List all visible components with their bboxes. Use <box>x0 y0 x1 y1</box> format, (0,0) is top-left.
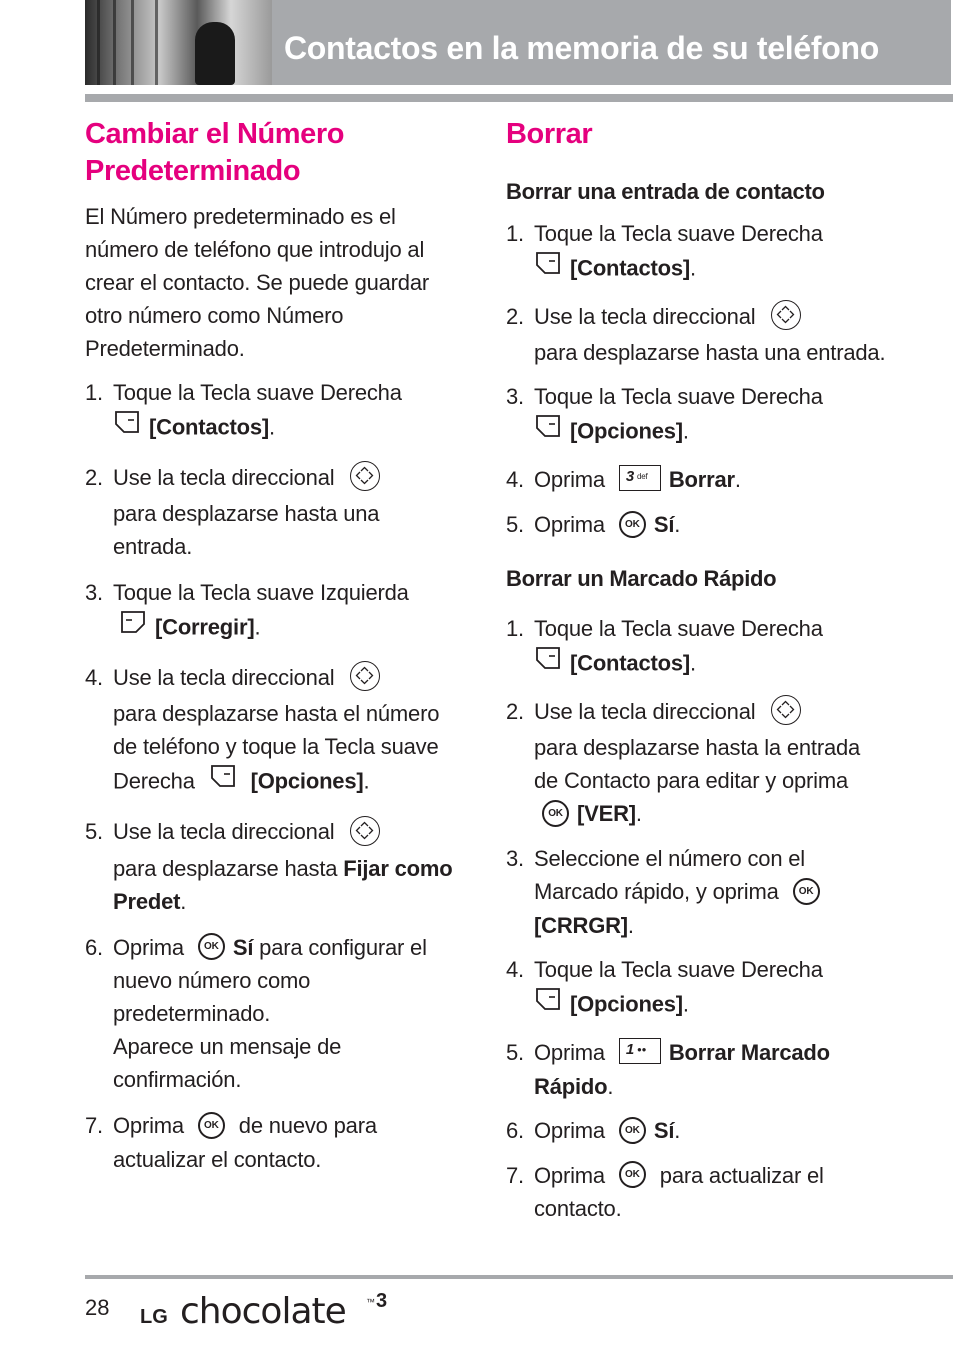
svg-text:chocolate: chocolate <box>180 1291 346 1331</box>
ok-key-icon: OK <box>793 878 820 905</box>
ok-key-icon: OK <box>198 933 225 960</box>
step-item: 6. Oprima OK Sí. <box>506 1117 681 1143</box>
right-softkey-icon <box>534 250 562 285</box>
step-item: 4. Use la tecla direccional para desplazarse hasta el número de teléfono y toque la Tecla suave Derecha [Opciones]. <box>85 661 455 802</box>
steps-list-borrar-marcado <box>506 612 886 1225</box>
step-item: 1. Toque la Tecla suave Derecha [Contactos]. <box>85 376 455 448</box>
ok-key-icon: OK <box>619 511 646 538</box>
key-1-voicemail-icon: 1 ●● <box>619 1038 661 1064</box>
right-column <box>506 116 886 1236</box>
left-softkey-icon <box>119 609 147 644</box>
section-heading-cambiar: Cambiar el Número Predeterminado <box>85 118 345 187</box>
step-item: 1. Toque la Tecla suave Derecha [Contactos]. <box>506 612 886 684</box>
step-item: 4. Toque la Tecla suave Derecha [Opciones]. <box>506 953 886 1025</box>
step-item: 2. Use la tecla direccional para desplazarse hasta una entrada. <box>506 300 886 369</box>
section-heading-borrar: Borrar <box>506 118 593 150</box>
key-3-icon: 3 def <box>619 465 661 491</box>
step-item: 6. Oprima OK Sí para configurar el nuevo número como predeterminado. Aparece un mensaje de confirmación. <box>85 934 427 1093</box>
step-item: 2. Use la tecla direccional para desplazarse hasta una entrada. <box>85 461 455 563</box>
steps-list-borrar-entrada <box>506 217 886 542</box>
step-item: 2. Use la tecla direccional para desplazarse hasta la entrada de Contacto para editar y oprima OK [VER]. <box>506 695 886 831</box>
right-softkey-icon <box>534 645 562 680</box>
step-item: 5. Oprima 1 ●● Borrar Marcado Rápido. <box>506 1039 830 1099</box>
header-photo <box>85 0 272 85</box>
right-softkey-icon <box>113 409 141 444</box>
ok-key-icon: OK <box>542 800 569 827</box>
subheading-borrar-entrada: Borrar una entrada de contacto <box>506 179 825 204</box>
step-item: 3. Seleccione el número con el Marcado rápido, y oprima OK [CRRGR]. <box>506 842 886 942</box>
footer-divider <box>85 1275 953 1279</box>
left-column <box>85 116 455 1189</box>
step-item: 3. Toque la Tecla suave Derecha [Opciones]. <box>506 380 886 452</box>
right-softkey-icon <box>209 763 237 798</box>
step-item: 7. Oprima OK para actualizar el contacto. <box>506 1162 824 1222</box>
page-title: Contactos en la memoria de su teléfono <box>284 30 879 66</box>
svg-text:3: 3 <box>376 1290 388 1312</box>
step-item: 5. Use la tecla direccional para desplazarse hasta Fijar como Predet. <box>85 815 455 917</box>
subheading-borrar-marcado: Borrar un Marcado Rápido <box>506 566 777 592</box>
navigation-key-icon <box>350 461 380 491</box>
right-softkey-icon <box>534 986 562 1021</box>
svg-text:LG: LG <box>140 1306 168 1328</box>
navigation-key-icon <box>350 661 380 691</box>
step-item: 4. Oprima 3 def Borrar. <box>506 467 741 493</box>
navigation-key-icon <box>771 300 801 330</box>
steps-list-cambiar <box>85 376 455 1176</box>
ok-key-icon: OK <box>619 1117 646 1144</box>
step-item: 5. Oprima OK Sí. <box>506 512 681 538</box>
header-divider <box>85 94 953 102</box>
navigation-key-icon <box>771 695 801 725</box>
lg-chocolate-logo <box>138 1283 398 1336</box>
ok-key-icon: OK <box>619 1161 646 1188</box>
right-softkey-icon <box>534 413 562 448</box>
intro-paragraph: El Número predeterminado es el número de teléfono que introdujo al crear el contacto. Se puede guardar otro número como Número Predeterminado. <box>85 204 430 361</box>
step-item: 3. Toque la Tecla suave Izquierda [Corregir]. <box>85 576 455 648</box>
svg-text:™: ™ <box>366 1297 375 1307</box>
navigation-key-icon <box>350 816 380 846</box>
step-item: 7. Oprima OK de nuevo para actualizar el contacto. <box>85 1113 377 1172</box>
page-number: 28 <box>85 1295 110 1320</box>
step-item: 1. Toque la Tecla suave Derecha [Contactos]. <box>506 217 886 289</box>
ok-key-icon: OK <box>198 1112 225 1139</box>
